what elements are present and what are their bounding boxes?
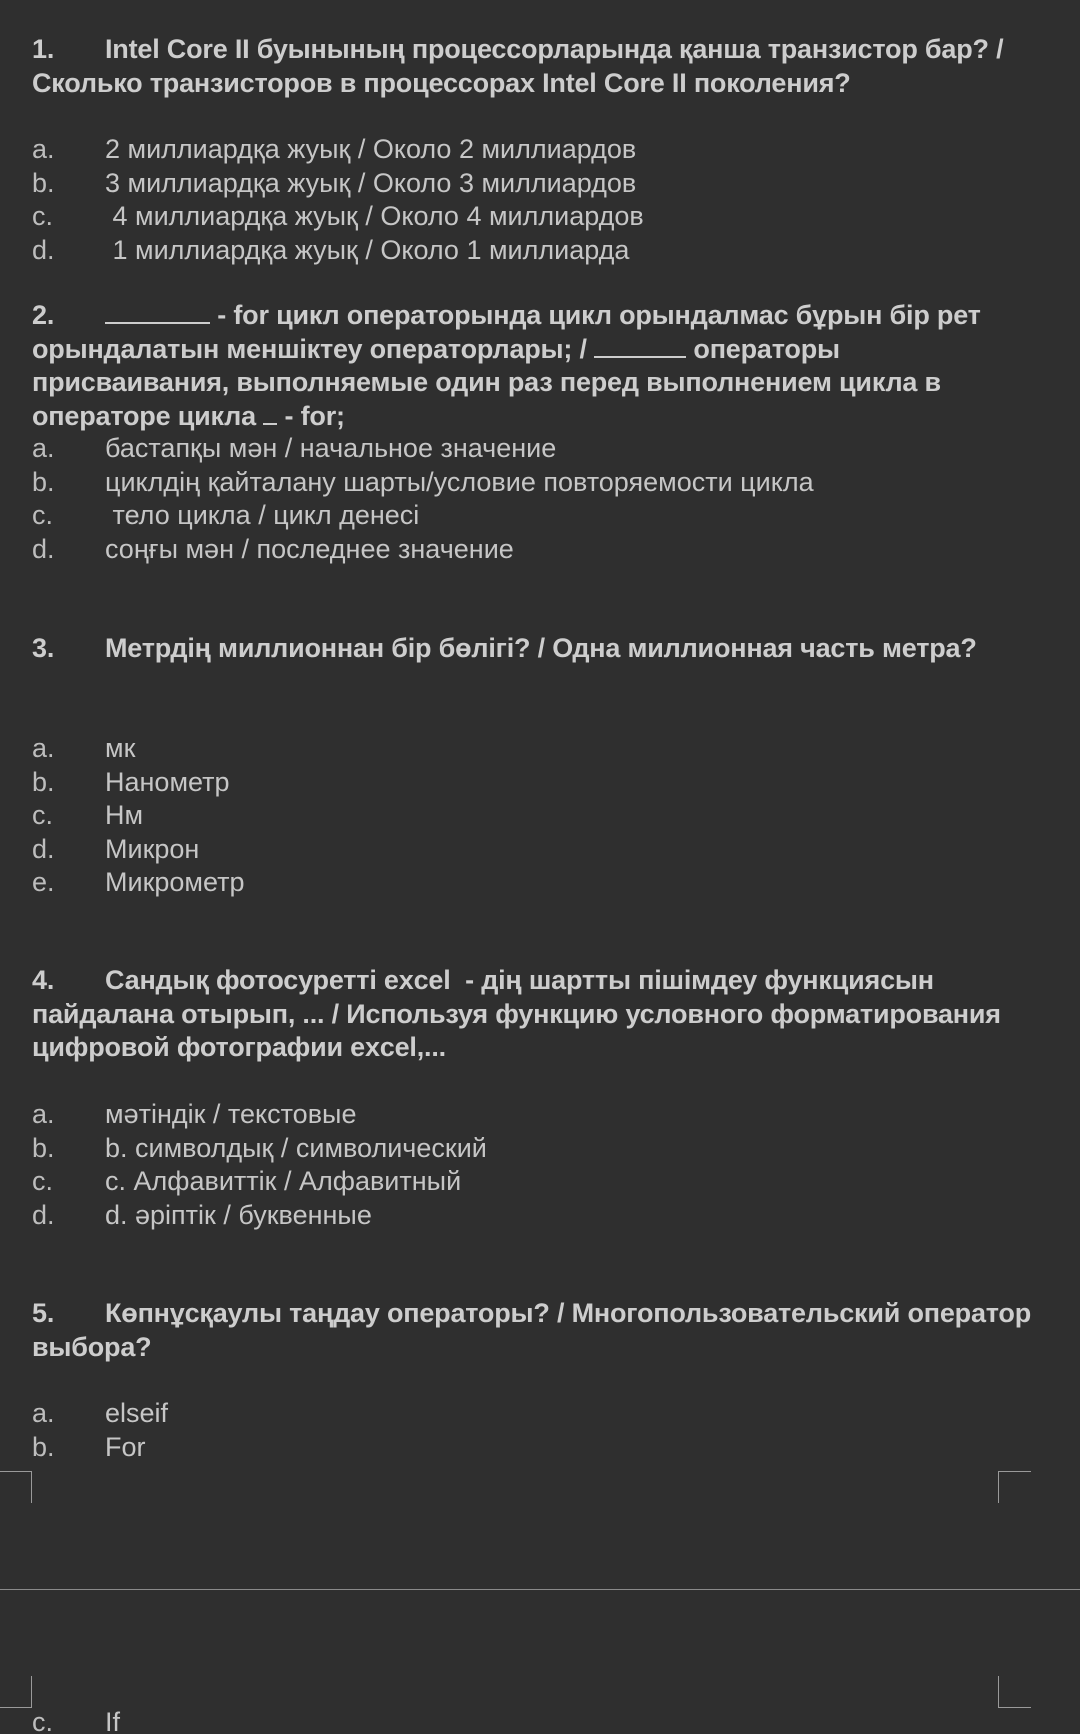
option-letter: d.: [32, 1199, 55, 1230]
margin-corner-mark: [0, 1676, 32, 1708]
question-number: 4.: [32, 965, 55, 995]
option-letter: a.: [32, 1398, 55, 1428]
option-3c[interactable]: [32, 799, 1032, 833]
option-3d[interactable]: [32, 833, 1032, 867]
question-number: 1.: [32, 34, 55, 64]
fill-in-blank: [105, 302, 210, 324]
option-text: 1 миллиардқа жуық / Около 1 миллиарда: [105, 234, 630, 265]
options-list-5: [32, 1397, 1032, 1464]
options-list-4: [32, 1098, 1032, 1232]
option-letter: b.: [32, 167, 55, 198]
margin-corner-mark: [0, 1471, 32, 1503]
question-text-part-3: - for;: [277, 400, 345, 431]
option-letter: e.: [32, 867, 55, 897]
options-list-1: [32, 133, 1032, 267]
options-list-3: [32, 732, 1032, 900]
option-letter: b.: [32, 466, 55, 497]
question-text: Сандық фотосуретті excel - дің шартты пішімдеу функциясын пайдалана отырып, ... / Используя функцию условного форматирования цифровой фотографии excel,...: [32, 965, 1009, 1062]
question-number: 3.: [32, 633, 55, 663]
question-4: [32, 964, 1032, 1065]
option-letter: d.: [32, 833, 55, 864]
option-5a[interactable]: [32, 1397, 1032, 1431]
option-text: If: [105, 1707, 121, 1734]
option-5c[interactable]: [32, 1706, 1032, 1734]
option-1b[interactable]: [32, 167, 1032, 201]
option-text: мк: [105, 733, 136, 763]
option-1c[interactable]: [32, 200, 1032, 234]
option-4c[interactable]: [32, 1165, 1032, 1199]
option-letter: a.: [32, 733, 55, 763]
question-text: Метрдің миллионнан бір бөлігі? / Одна миллионная часть метра?: [105, 633, 977, 663]
margin-corner-mark: [998, 1676, 1031, 1708]
option-letter: b.: [32, 1132, 55, 1163]
option-letter: b.: [32, 1431, 55, 1462]
option-letter: c.: [32, 1166, 54, 1196]
option-text: Нанометр: [105, 766, 230, 797]
option-text: Нм: [105, 800, 144, 830]
option-5b[interactable]: [32, 1431, 1032, 1465]
option-text: соңғы мән / последнее значение: [105, 533, 514, 564]
option-letter: c.: [32, 500, 54, 530]
question-3: [32, 632, 1032, 666]
option-2b[interactable]: [32, 466, 1032, 500]
option-2d[interactable]: [32, 533, 1032, 567]
question-2: [32, 299, 1032, 433]
option-1d[interactable]: [32, 234, 1032, 268]
option-letter: a.: [32, 1099, 55, 1129]
option-3b[interactable]: [32, 766, 1032, 800]
option-text: бастапқы мән / начальное значение: [105, 433, 557, 463]
option-4a[interactable]: [32, 1098, 1032, 1132]
option-text: Микрон: [105, 833, 200, 864]
option-text: Микрометр: [105, 867, 245, 897]
option-text: мәтіндік / текстовые: [105, 1099, 357, 1129]
option-text: 3 миллиардқа жуық / Около 3 миллиардов: [105, 167, 637, 198]
option-text: циклдің қайталану шарты/условие повторяемости цикла: [105, 466, 814, 497]
option-3a[interactable]: [32, 732, 1032, 766]
option-text: c. Алфавиттік / Алфавитный: [105, 1166, 462, 1196]
option-text: b. символдық / символический: [105, 1132, 487, 1163]
option-letter: b.: [32, 766, 55, 797]
question-5: [32, 1297, 1032, 1364]
question-text-part-2: операторы присваивания, выполняемые один раз перед выполнением цикла в операторе цикла: [32, 333, 949, 431]
question-number: 2.: [32, 300, 55, 330]
option-text: 4 миллиардқа жуық / Около 4 миллиардов: [105, 201, 644, 231]
option-3e[interactable]: [32, 866, 1032, 900]
option-letter: c.: [32, 201, 54, 231]
page-break-divider: [0, 1589, 1080, 1590]
question-text: Intel Core II буынының процессорларында қанша транзистор бар? / Сколько транзисторов в процессорах Intel Core II поколения?: [32, 34, 1004, 98]
question-text: Көпнұсқаулы таңдау операторы? / Многопользовательский оператор выбора?: [32, 1298, 1032, 1362]
question-1: [32, 33, 1032, 100]
option-letter: c.: [32, 1707, 54, 1734]
options-list-5-continued: [32, 1706, 1032, 1734]
option-text: For: [105, 1431, 146, 1462]
option-letter: d.: [32, 533, 55, 564]
option-letter: d.: [32, 234, 55, 265]
option-text: 2 миллиардқа жуық / Около 2 миллиардов: [105, 134, 637, 164]
option-text: elseif: [105, 1398, 169, 1428]
option-4b[interactable]: [32, 1132, 1032, 1166]
question-number: 5.: [32, 1298, 55, 1328]
option-letter: a.: [32, 134, 55, 164]
option-1a[interactable]: [32, 133, 1032, 167]
fill-in-blank: [594, 336, 686, 358]
option-2c[interactable]: [32, 499, 1032, 533]
option-letter: a.: [32, 433, 55, 463]
margin-corner-mark: [998, 1471, 1031, 1503]
question-text-part-1: - for цикл операторында цикл орындалмас бұрын бір рет орындалатын меншіктеу операторлары; /: [32, 300, 988, 364]
option-letter: c.: [32, 800, 54, 830]
fill-in-blank: [263, 403, 277, 425]
options-list-2: [32, 432, 1032, 566]
option-text: d. әріптік / буквенные: [105, 1199, 372, 1230]
option-4d[interactable]: [32, 1199, 1032, 1233]
option-text: тело цикла / цикл денесі: [105, 500, 420, 530]
option-2a[interactable]: [32, 432, 1032, 466]
